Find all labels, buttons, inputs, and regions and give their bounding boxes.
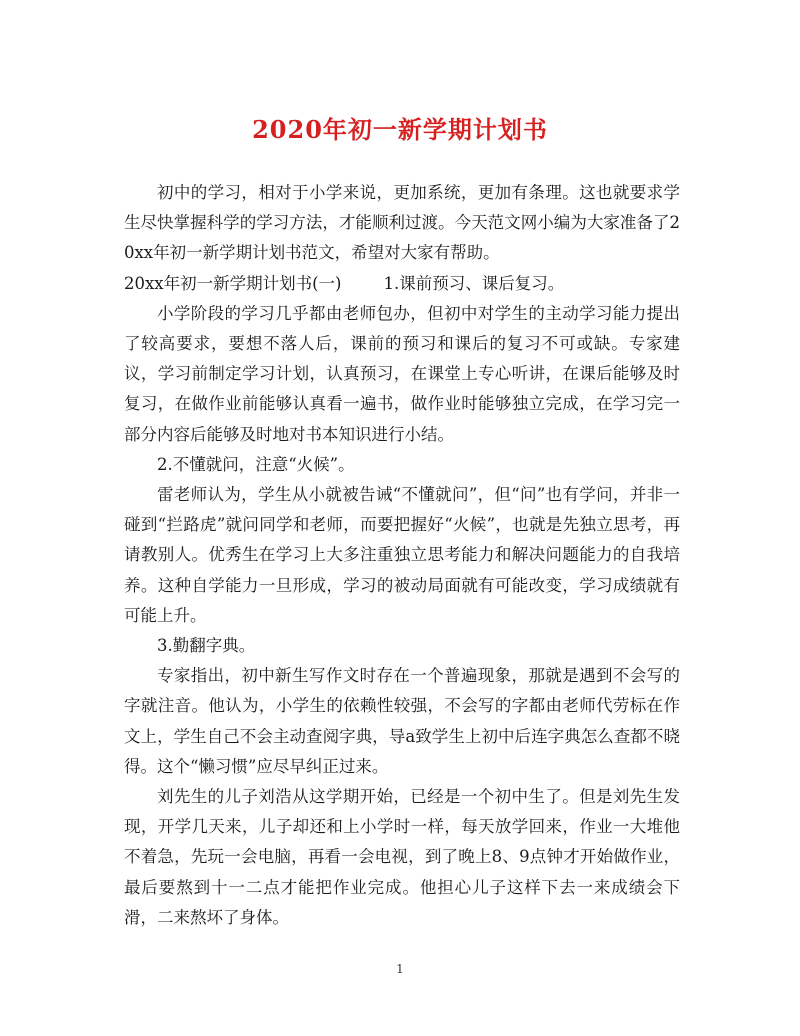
point3-paragraph: 专家指出，初中新生写作文时存在一个普遍现象，那就是遇到不会写的字就注音。他认为，小学生的依赖性较强，不会写的字都由老师代劳标在作文上，学生自己不会主动查阅字典，导a致学生上初中后连字典怎么查都不晓得。这个“懒习惯”应尽早纠正过来。 bbox=[124, 666, 680, 776]
page-number: 1 bbox=[396, 962, 404, 976]
story-paragraph: 刘先生的儿子刘浩从这学期开始，已经是一个初中生了。但是刘先生发现，开学几天来，儿子却还和上小学时一样，每天放学回来，作业一大堆他不着急，先玩一会电脑，再看一会电视，到了晚上8、9点钟才开始做作业，最后要熬到十一二点才能把作业完成。他担心儿子这样下去一来成绩会下滑，二来熬坏了身体。 bbox=[124, 787, 680, 927]
intro-paragraph: 初中的学习，相对于小学来说，更加系统，更加有条理。这也就要求学生尽快掌握科学的学习方法，才能顺利过渡。今天范文网小编为大家准备了20xx年初一新学期计划书范文，希望对大家有帮助。 bbox=[124, 183, 680, 263]
point2-paragraph: 雷老师认为，学生从小就被告诫“不懂就问”，但“问”也有学问，并非一碰到“拦路虎”就问同学和老师，而要把握好“火候”，也就是先独立思考，再请教别人。优秀生在学习上大多注重独立思考能力和解决问题能力的自我培养。这种自学能力一旦形成，学习的被动局面就有可能改变，学习成绩就有可能上升。 bbox=[124, 485, 680, 625]
document-title: 2020年初一新学期计划书 bbox=[252, 115, 548, 144]
point1-title: 1.课前预习、课后复习。 bbox=[383, 273, 565, 293]
section-heading-line bbox=[124, 269, 680, 299]
document-body bbox=[124, 178, 680, 933]
section-title: 20xx年初一新学期计划书(一) bbox=[124, 273, 342, 293]
point1-paragraph: 小学阶段的学习几乎都由老师包办，但初中对学生的主动学习能力提出了较高要求，要想不落人后，课前的预习和课后的复习不可或缺。专家建议，学习前制定学习计划，认真预习，在课堂上专心听讲，在课后能够及时复习，在做作业前能够认真看一遍书，做作业时能够独立完成，在学习完一部分内容后能够及时地对书本知识进行小结。 bbox=[124, 303, 680, 444]
point2-title: 2.不懂就问，注意“火候”。 bbox=[157, 454, 355, 474]
point3-title: 3.勤翻字典。 bbox=[157, 636, 256, 656]
